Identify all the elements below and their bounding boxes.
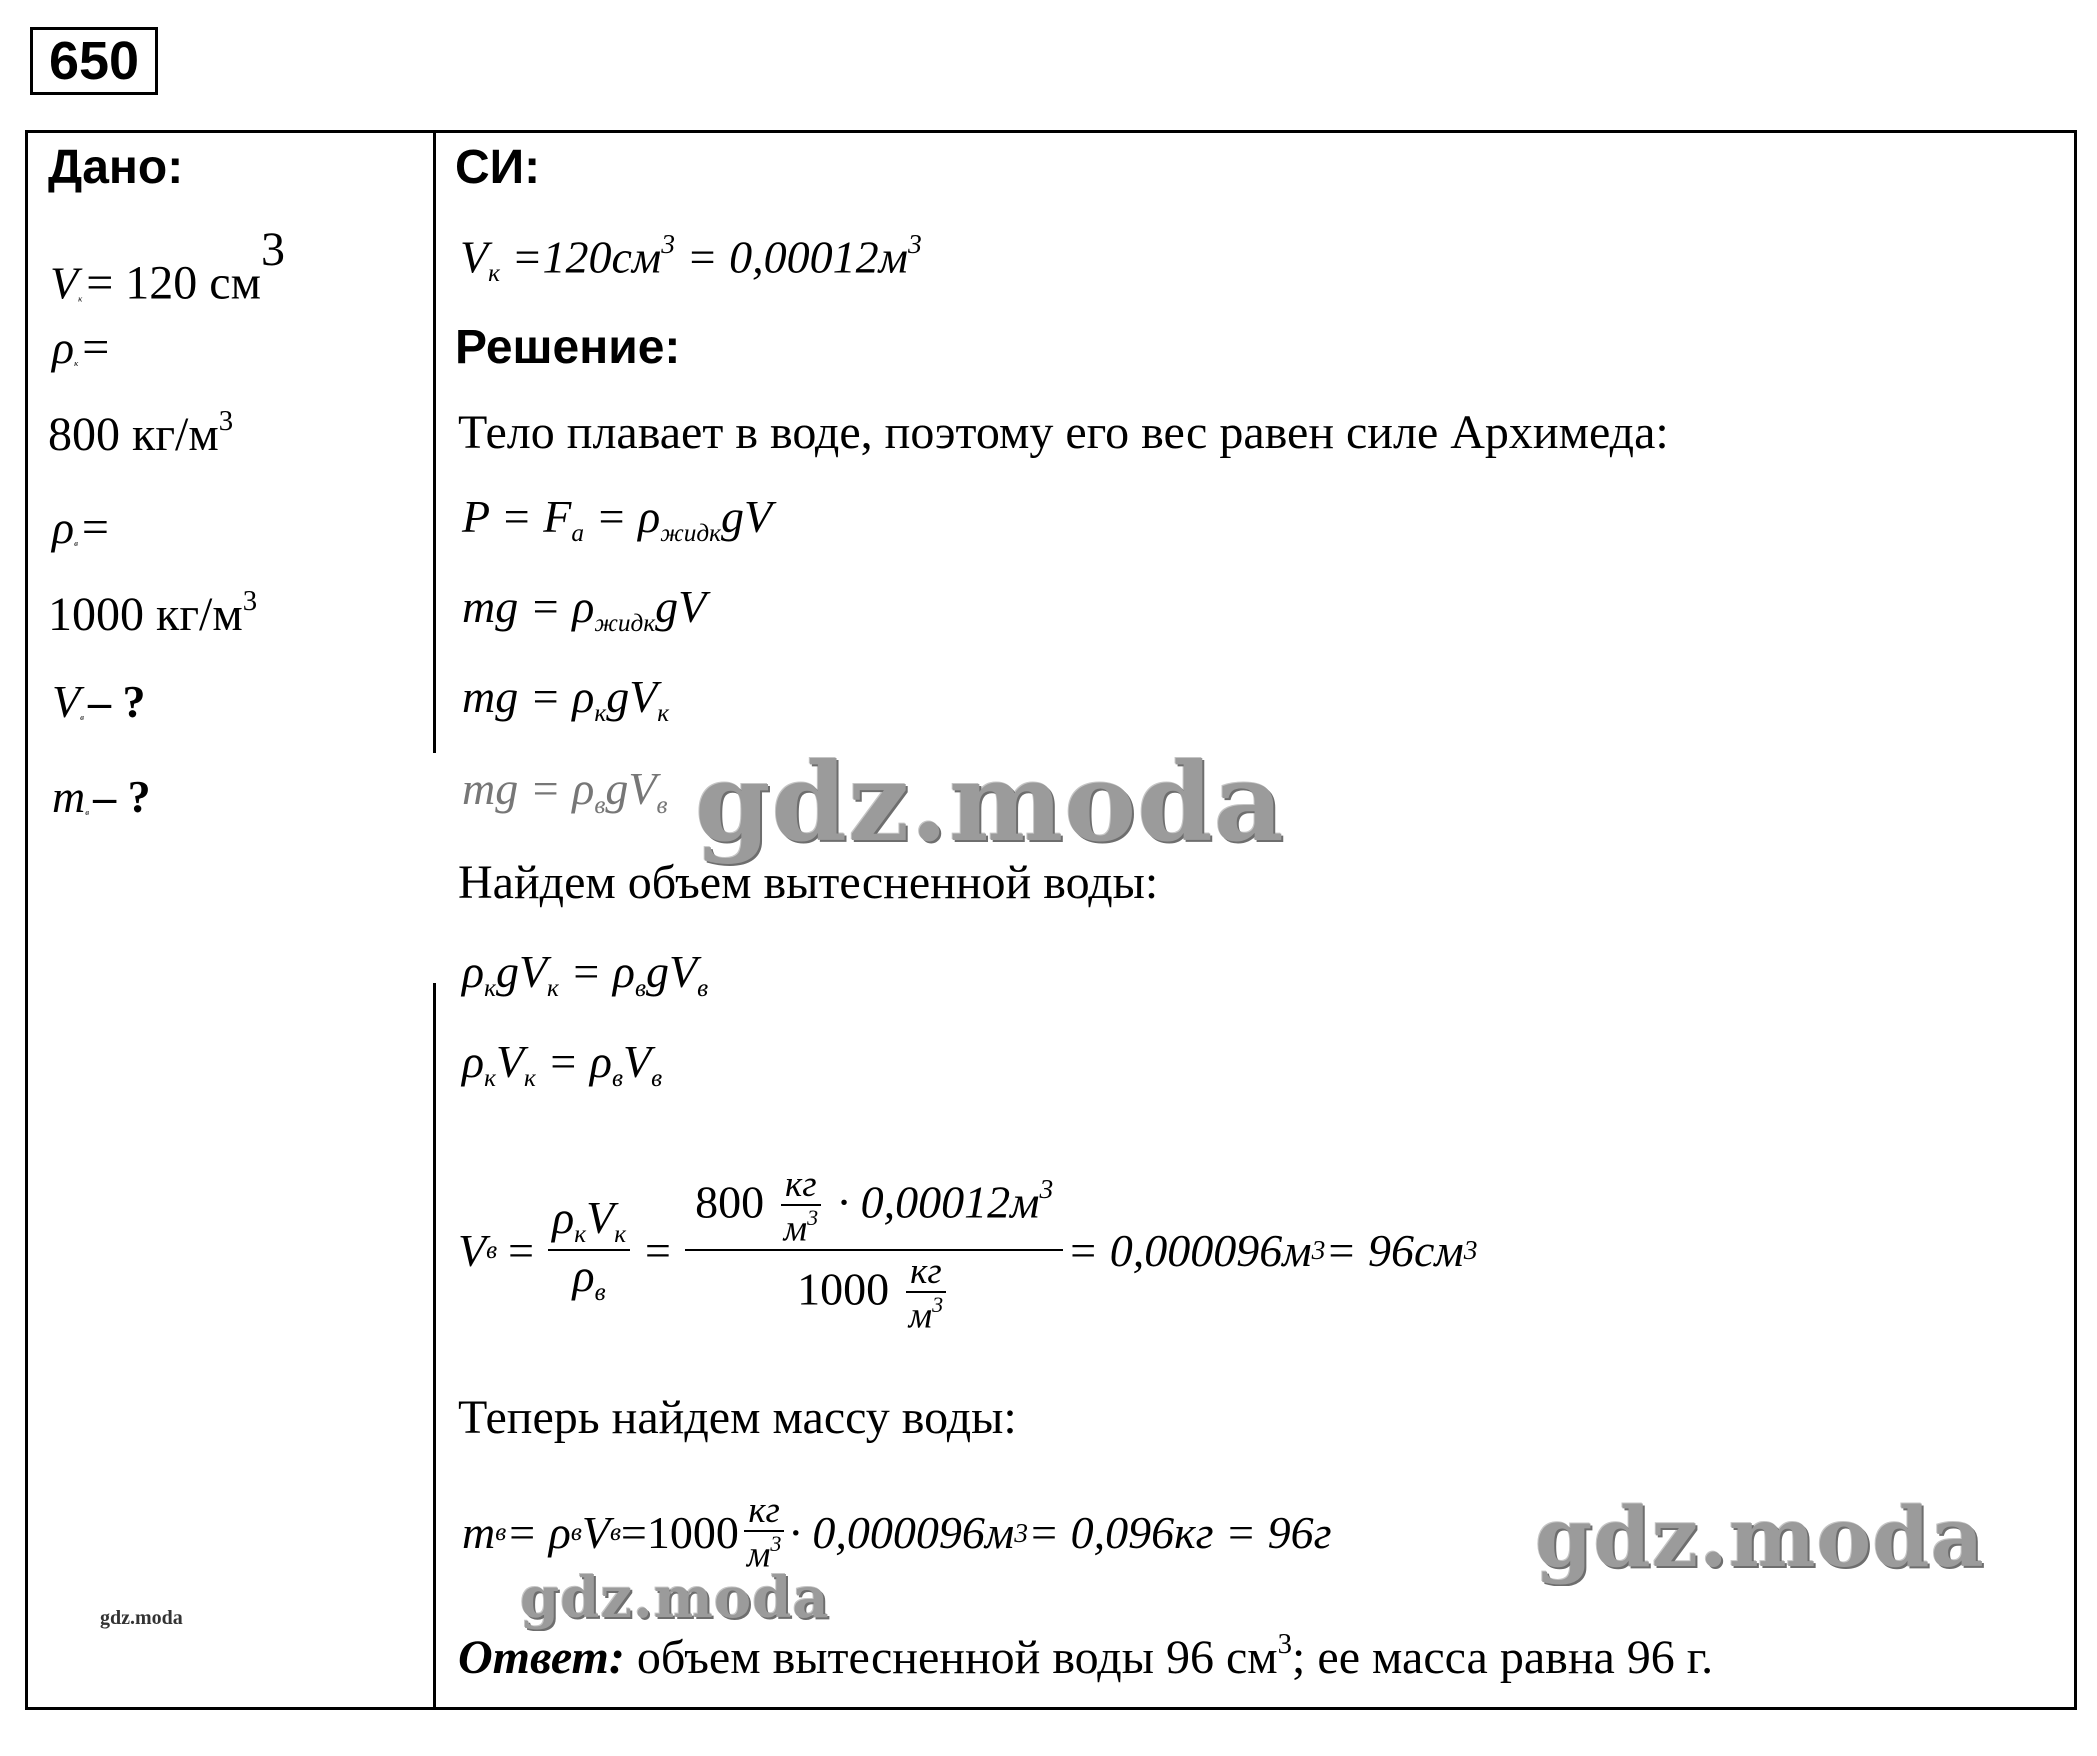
eq6-b-sub: к [524, 1063, 536, 1092]
eq5-d-sub: в [697, 973, 709, 1002]
eq3-a: mg = ρ [462, 671, 595, 722]
given-vk [50, 222, 285, 311]
frac-numeric-den [793, 1251, 955, 1336]
answer-exp: 3 [1277, 1628, 1293, 1660]
solution-table [25, 130, 2077, 1710]
given-rk-symbol: ρ [52, 322, 75, 373]
vb-result-2: = 96см [1325, 1224, 1464, 1276]
mb-rho: = ρ [506, 1507, 571, 1559]
eq1-a-sub: a [571, 518, 585, 547]
mb-vol-exp: 3 [1014, 1516, 1029, 1548]
equation-1 [462, 490, 772, 548]
find-mass [52, 770, 151, 823]
eq5-c-sub: в [635, 973, 646, 1002]
find-mass-sub: в [85, 807, 90, 818]
unit-kg-1: кг [781, 1164, 821, 1206]
si-conversion [460, 228, 922, 288]
eq3-b-sub: к [657, 698, 670, 727]
f2-num-tail: · 0,00012м [837, 1175, 1040, 1227]
answer-text-b: ; ее масса равна 96 г. [1292, 1631, 1714, 1685]
eq5-a-sub: к [484, 973, 496, 1002]
mb-m: m [462, 1507, 496, 1559]
eq1-a: P = F [462, 491, 572, 542]
equation-6 [462, 1035, 662, 1093]
si-result-exp: 3 [907, 228, 922, 259]
eq1-c: gV [721, 491, 773, 542]
unit-m3-1 [780, 1206, 823, 1249]
unit-m-2: м [908, 1294, 933, 1336]
eq1-b: = ρ [584, 491, 661, 542]
unit-kg-per-m3-1 [780, 1164, 823, 1249]
eq5-d: gV [646, 946, 698, 997]
eq6-a-sub: к [484, 1063, 496, 1092]
find-mass-q: – ? [93, 771, 151, 822]
f1-num-v-sub: к [614, 1220, 627, 1249]
eq6-c: = ρ [535, 1036, 613, 1087]
f1-den-rho: ρ [572, 1250, 595, 1301]
given-rk-exp: 3 [218, 405, 234, 437]
unit-m3-2 [905, 1293, 948, 1336]
f1-den-rho-sub: в [594, 1277, 606, 1306]
given-rv-sub: в [74, 538, 78, 549]
frac-numeric-num [685, 1164, 1063, 1251]
fraction-numeric [685, 1164, 1063, 1337]
unit-m-3: м [746, 1533, 771, 1575]
mass-formula [462, 1490, 1332, 1575]
answer [458, 1628, 1713, 1685]
mb-vol: · 0,000096м [789, 1507, 1015, 1559]
answer-text-a: объем вытесненной воды 96 см [624, 1631, 1278, 1685]
solution-heading: Решение: [455, 321, 681, 374]
frac-symbolic-den [569, 1251, 610, 1307]
eq5-a: ρ [462, 946, 485, 997]
vb-result-2-exp: 3 [1463, 1234, 1478, 1265]
eq3-b: gV [606, 671, 658, 722]
watermark-main-3: gdz.moda [520, 1565, 830, 1631]
mb-result: = 0,096кг = 96г [1028, 1507, 1332, 1559]
eq4-b-sub: в [656, 790, 668, 819]
eq3-a-sub: к [594, 698, 607, 727]
eq5-b-sub: к [547, 973, 559, 1002]
given-vk-symbol: V [50, 257, 79, 309]
solution-text-2: Найдем объем вытесненной воды: [458, 856, 1159, 909]
find-volume-q: – ? [87, 676, 146, 727]
given-rk-value [48, 405, 233, 462]
given-vk-sub: к [78, 293, 83, 304]
mb-1000: =1000 [620, 1507, 739, 1559]
unit-kg-2: кг [906, 1251, 946, 1293]
given-heading: Дано: [48, 141, 184, 194]
eq6-c-sub: в [612, 1063, 623, 1092]
eq6-a: ρ [462, 1036, 485, 1087]
unit-kg-per-m3-2 [905, 1251, 948, 1336]
f1-num-rho-sub: к [574, 1220, 587, 1249]
given-rv [52, 500, 109, 555]
f2-num-tail-exp: 3 [1039, 1172, 1054, 1204]
eq-sign-2: = [642, 1224, 674, 1276]
f2-den-1000: 1000 [797, 1263, 890, 1315]
fraction-symbolic [548, 1193, 630, 1306]
eq5-c: = ρ [558, 946, 636, 997]
solution-text-1: Тело плавает в воде, поэтому его вес равен силе Архимеда: [458, 406, 1669, 459]
eq6-b: V [495, 1036, 525, 1087]
watermark-main-2: gdz.moda [1535, 1490, 1985, 1586]
si-120-exp: 3 [661, 228, 676, 259]
mb-v-sub: в [609, 1518, 621, 1547]
f1-num-rho: ρ [552, 1192, 575, 1244]
find-mass-symbol: m [52, 771, 86, 822]
given-rv-exp: 3 [242, 585, 258, 617]
find-volume-symbol: V [52, 676, 81, 727]
given-vk-exp: 3 [260, 223, 285, 276]
f1-num-v: V [586, 1192, 615, 1244]
solution-text-3: Теперь найдем массу воды: [458, 1391, 1017, 1444]
given-rk-value-text: 800 кг/м [48, 408, 219, 462]
problem-number [30, 27, 158, 95]
equation-4 [462, 762, 667, 820]
eq5-b: gV [495, 946, 548, 997]
equation-2 [462, 580, 706, 638]
eq1-b-sub: жидк [660, 518, 722, 547]
vb-result-1-exp: 3 [1311, 1234, 1326, 1265]
given-rk-sub: к [74, 358, 79, 369]
unit-m-2-exp: 3 [932, 1292, 944, 1318]
given-rk-eq: = [82, 321, 110, 374]
unit-m-3-exp: 3 [770, 1531, 782, 1557]
frac-symbolic-num [548, 1193, 630, 1251]
find-volume [52, 675, 145, 728]
eq4-a: mg = ρ [462, 763, 595, 814]
unit-kg-per-m3-3 [743, 1490, 786, 1575]
divider-gap [432, 753, 438, 983]
given-rv-symbol: ρ [52, 502, 75, 553]
watermark-main-1: gdz.moda [695, 740, 1285, 866]
si-heading: СИ: [455, 141, 541, 194]
problem-number-text: 650 [48, 31, 140, 91]
vb-result-1: = 0,000096м [1067, 1224, 1312, 1276]
mb-m-sub: в [495, 1518, 507, 1547]
equation-3 [462, 670, 669, 728]
watermark-small: gdz.moda [100, 1607, 183, 1629]
eq4-a-sub: в [594, 790, 606, 819]
unit-m-1: м [783, 1207, 808, 1249]
given-rv-value-text: 1000 кг/м [48, 588, 243, 642]
vb-lhs: V [458, 1224, 487, 1276]
equation-5 [462, 945, 708, 1003]
si-120: =120см [511, 231, 662, 283]
eq6-d: V [623, 1036, 652, 1087]
mb-rho-sub: в [570, 1518, 582, 1547]
eq2-a: mg = ρ [462, 581, 595, 632]
volume-formula [458, 1130, 1478, 1370]
answer-label: Ответ: [458, 1631, 625, 1685]
unit-kg-3: кг [744, 1490, 784, 1532]
eq4-b: gV [605, 763, 657, 814]
eq-sign-1: = [505, 1224, 537, 1276]
given-rv-eq: = [81, 501, 109, 554]
given-rv-value [48, 585, 257, 642]
eq2-b: gV [655, 581, 707, 632]
eq2-a-sub: жидк [594, 608, 656, 637]
given-vk-value: = 120 см [86, 256, 261, 310]
vb-lhs-sub: в [486, 1235, 498, 1264]
mb-v: V [581, 1507, 610, 1559]
find-volume-sub: в [80, 712, 84, 723]
si-v: V [460, 231, 489, 283]
si-v-sub: к [488, 259, 500, 288]
unit-m-1-exp: 3 [807, 1205, 819, 1231]
f2-num-800: 800 [695, 1175, 765, 1227]
given-rk [52, 320, 109, 375]
si-result: = 0,00012м [686, 231, 908, 283]
eq6-d-sub: в [651, 1063, 663, 1092]
